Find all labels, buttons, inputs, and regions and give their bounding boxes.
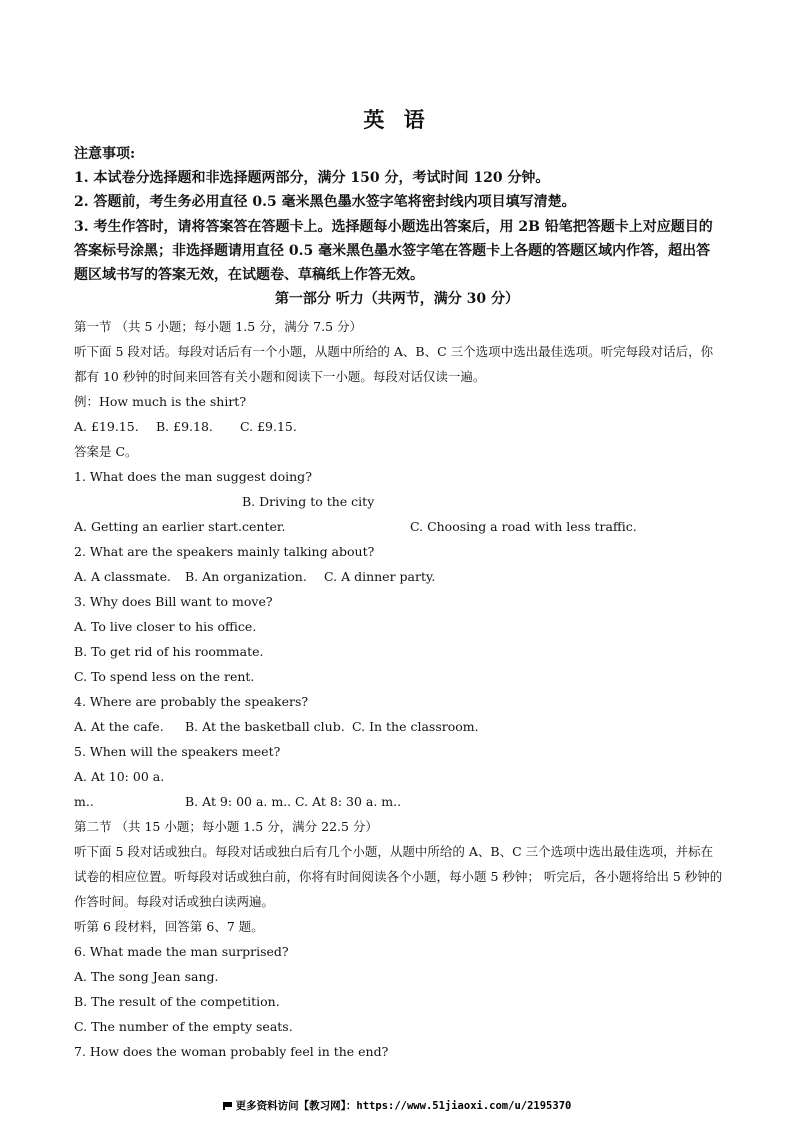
option: B. An organization. — [185, 569, 307, 584]
question: 5. When will the speakers meet? — [74, 744, 281, 759]
notice-item: 1. 本试卷分选择题和非选择题两部分，满分 150 分，考试时间 120 分钟。 — [74, 170, 550, 187]
example-question: 例：How much is the shirt? — [74, 394, 247, 409]
notice-item: 3. 考生作答时，请将答案答在答题卡上。选择题每小题选出答案后，用 2B 铅笔把答题卡上对应题目的答案标号涂黑；非选择题请用直径 0.5 毫米黑色墨水签字笔在答题卡上各题的答题区域内作答，超出答题区域书写的答案无效，在试题卷、草稿纸上作答无效。 — [74, 218, 713, 284]
option: C. To spend less on the rent. — [74, 669, 255, 684]
notice-item: 2. 答题前，考生务必用直径 0.5 毫米黑色墨水签字笔将密封线内项目填写清楚。 — [74, 194, 576, 211]
option: A. At the cafe. — [74, 719, 164, 734]
option: C. In the classroom. — [352, 719, 479, 734]
option: A. To live closer to his office. — [74, 619, 257, 634]
question-body — [74, 314, 724, 1064]
option: A. £19.15. — [74, 419, 139, 434]
footer[interactable] — [0, 1098, 794, 1113]
option: B. The result of the competition. — [74, 994, 280, 1009]
footer-link[interactable]: 更多资料访问【教习网】：https://www.51jiaoxi.com/u/2195370 — [235, 1100, 572, 1112]
question: 3. Why does Bill want to move? — [74, 594, 273, 609]
notice-block — [74, 142, 724, 287]
option: C. A dinner party. — [324, 569, 436, 584]
part1-title: 第一部分 听力（共两节，满分 30 分） — [274, 291, 520, 307]
option: C. At 8: 30 a. m.. — [295, 794, 402, 809]
question: 1. What does the man suggest doing? — [74, 469, 312, 484]
option: B. £9.18. — [156, 419, 213, 434]
option: C. The number of the empty seats. — [74, 1019, 293, 1034]
question-options — [74, 764, 724, 814]
flag-icon — [223, 1102, 233, 1110]
question: 7. How does the woman probably feel in the end? — [74, 1044, 389, 1059]
option: A. The song Jean sang. — [74, 969, 219, 984]
question: 4. Where are probably the speakers? — [74, 694, 309, 709]
page-title: 英 语 — [363, 107, 431, 132]
section1-heading: 第一节 （共 5 小题；每小题 1.5 分，满分 7.5 分） — [74, 319, 363, 334]
option: A. Getting an earlier start. — [74, 519, 242, 534]
section1-instructions: 听下面 5 段对话。每段对话后有一个小题，从题中所给的 A、B、C 三个选项中选出最佳选项。听完每段对话后，你都有 10 秒钟的时间来回答有关小题和阅读下一小题。每段对话仅读一遍。 — [74, 344, 714, 384]
question-options — [74, 564, 724, 589]
section2-heading: 第二节 （共 15 小题；每小题 1.5 分，满分 22.5 分） — [74, 819, 378, 834]
question-options — [74, 489, 724, 539]
option: C. £9.15. — [240, 419, 297, 434]
option: C. Choosing a road with less traffic. — [410, 519, 637, 534]
option: B. To get rid of his roommate. — [74, 644, 264, 659]
section2-instructions: 听下面 5 段对话或独白。每段对话或独白后有几个小题，从题中所给的 A、B、C 三个选项中选出最佳选项，并标在试卷的相应位置。听每段对话或独白前，你将有时间阅读各个小题，每小题 5 秒钟； 听完后，各小题将给出 5 秒钟的作答时间。每段对话或独白读两遍。 — [74, 844, 723, 909]
example-options — [74, 414, 724, 439]
option: B. Driving to the city center. — [242, 494, 375, 534]
section2-lead: 听第 6 段材料，回答第 6、7 题。 — [74, 919, 264, 934]
question: 6. What made the man surprised? — [74, 944, 289, 959]
example-answer: 答案是 C。 — [74, 444, 138, 459]
option: B. At 9: 00 a. m.. — [185, 794, 292, 809]
question: 2. What are the speakers mainly talking about? — [74, 544, 375, 559]
option: A. At 10: 00 a. m.. — [74, 769, 165, 809]
notice-heading: 注意事项: — [74, 146, 136, 162]
question-options — [74, 714, 724, 739]
option: A. A classmate. — [74, 569, 171, 584]
option: B. At the basketball club. — [185, 719, 345, 734]
